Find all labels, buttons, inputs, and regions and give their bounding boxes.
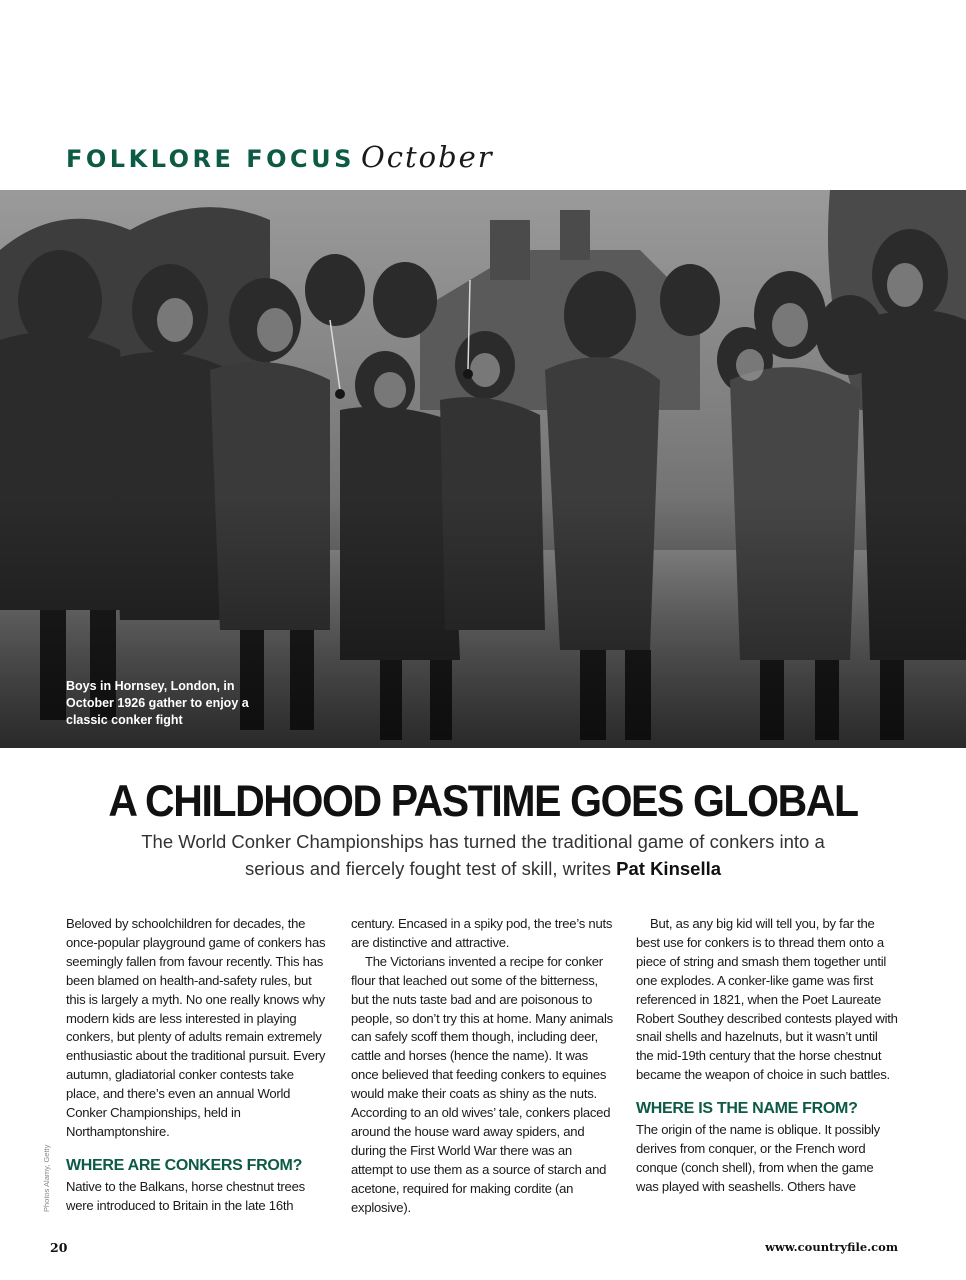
subheading: WHERE ARE CONKERS FROM? — [66, 1156, 303, 1174]
website-url: www.countryfile.com — [765, 1240, 898, 1254]
article-standfirst — [120, 828, 846, 882]
hero-photo-illustration — [0, 190, 966, 748]
standfirst-text: The World Conker Championships has turned the traditional game of conkers into a serious and fiercely fought test of skill, writes — [141, 831, 825, 879]
body-paragraph: century. Encased in a spiky pod, the tree’s nuts are distinctive and attractive. — [351, 916, 613, 950]
photo-caption: Boys in Hornsey, London, in October 1926 gather to enjoy a classic conker fight — [66, 679, 249, 727]
article-column-2 — [351, 915, 613, 1218]
author-name: Pat Kinsella — [616, 858, 722, 879]
article-column-1 — [66, 915, 328, 1216]
body-paragraph: The Victorians invented a recipe for conker flour that leached out some of the bitterness, but the nuts taste bad and are poisonous to people, so don’t try this at home. Many animals can safely scoff them though, including deer, cattle and horses (hence the name). It was once believed that feeding conkers to equines would make their coats as shiny as the nuts. According to an old wives’ tale, conkers placed around the house ward away spiders, and during the First World War there was an attempt to use them as a source of starch and acetone, required for making cordite (an explosive). — [351, 953, 613, 1215]
article-column-3 — [636, 915, 898, 1197]
kicker-title: FOLKLORE FOCUS — [66, 145, 355, 173]
kicker-month: October — [360, 140, 494, 174]
hero-photo — [0, 190, 966, 748]
page-number: 20 — [50, 1240, 68, 1255]
article-headline: A CHILDHOOD PASTIME GOES GLOBAL — [108, 776, 858, 826]
body-paragraph: The origin of the name is oblique. It possibly derives from conquer, or the French word conque (conch shell), from when the game was played with seashells. Others have — [636, 1122, 880, 1194]
subheading: WHERE IS THE NAME FROM? — [636, 1100, 858, 1118]
body-paragraph: But, as any big kid will tell you, by far the best use for conkers is to thread them onto a piece of string and smash them together until one explodes. A conker-like game was first referenced in 1821, when the Poet Laureate Robert Southey described contests played with snail shells and hazelnuts, but it wasn’t until the mid-19th century that the horse chestnut became the weapon of choice in such battles. — [636, 916, 898, 1083]
body-paragraph: Beloved by schoolchildren for decades, the once-popular playground game of conkers has seemingly fallen from favour recently. This has been blamed on health-and-safety rules, but this is largely a myth. No one really knows why modern kids are less interested in playing conkers, but plenty of adults remain extremely enthusiastic about the traditional pursuit. Every autumn, gladiatorial conker contests take place, and there’s even an annual World Conker Championships, held in Northamptonshire. — [66, 916, 326, 1139]
body-paragraph: Native to the Balkans, horse chestnut trees were introduced to Britain in the late 16th — [66, 1178, 305, 1213]
section-kicker — [66, 140, 494, 174]
photo-credit: Photos Alamy, Getty — [42, 1144, 51, 1212]
